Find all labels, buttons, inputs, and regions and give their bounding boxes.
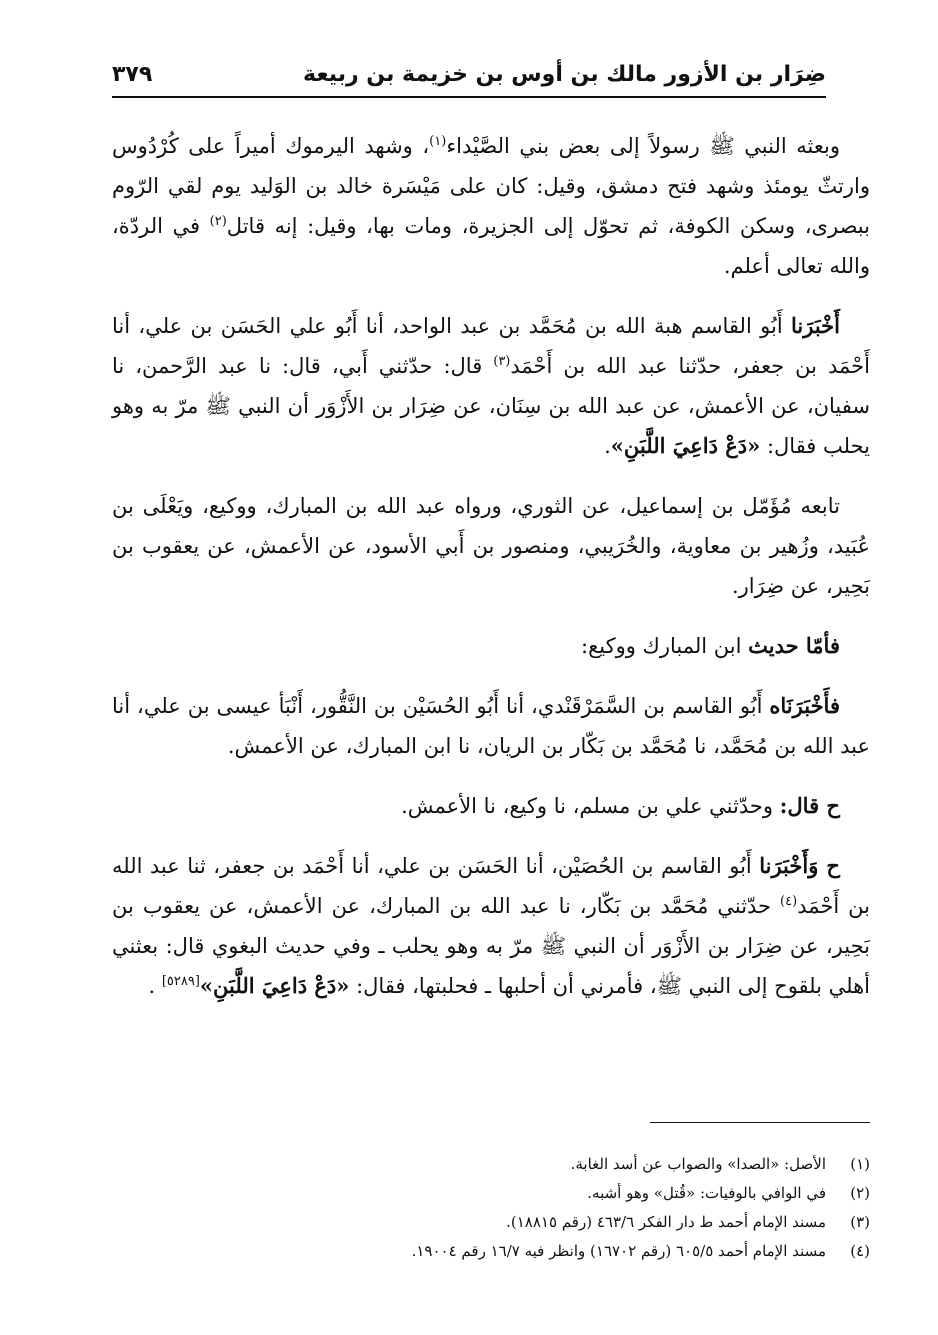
isnad-lead: أَخْبَرَنا xyxy=(791,313,840,338)
paragraph-text: في الردّة، والله تعالى أعلم. xyxy=(112,214,870,278)
paragraph-text: أَبُو القاسم بن الحُصَيْن، أنا الحَسَن بن علي، أنا أَحْمَد بن جعفر، ثنا عبد الله بن أَحْمَد xyxy=(112,854,870,918)
footnote-separator xyxy=(650,1122,870,1123)
paragraph-3 xyxy=(112,486,870,606)
footnote-1 xyxy=(112,1150,870,1179)
paragraph-5 xyxy=(112,686,870,766)
isnad-lead: فأمّا حديث xyxy=(748,633,840,658)
footnote-number: (١) xyxy=(850,1155,870,1173)
footnote-number: (٣) xyxy=(850,1213,870,1231)
footnote-text: مسند الإمام أحمد ط دار الفكر ٤٦٣/٦ (رقم ١٨٨١٥). xyxy=(506,1213,826,1231)
footnote-marker[interactable]: (٤) xyxy=(780,894,798,909)
paragraph-text: ابن المبارك ووكيع: xyxy=(581,634,749,658)
main-text xyxy=(112,126,870,1026)
page-number: ٣٧٩ xyxy=(112,62,153,87)
paragraph-1 xyxy=(112,126,870,286)
running-title: ضِرَار بن الأزور مالك بن أوس بن خزيمة بن ربيعة xyxy=(302,62,826,87)
hadith-quote: «دَعْ دَاعِيَ اللَّبَنِ» xyxy=(199,973,350,998)
footnote-text: في الوافي بالوفيات: «قُتل» وهو أشبه. xyxy=(587,1184,826,1202)
paragraph-text: حدّثني مُحَمَّد بن بَكّار، نا عبد الله بن المبارك، عن الأعمش، عن يعقوب بن بَحِير، عن ضِرَار بن الأَزْوَر أن النبي ﷺ مرّ به وهو يحلب ـ وفي حديث البغوي قال: بعثني أهلي بلقوح إلى النبي ﷺ، فأمرني أن أحلبها ـ فحلبتها، فقال: xyxy=(112,894,870,998)
isnad-lead: فأَخْبَرَنَاه xyxy=(769,693,840,718)
footnote-marker[interactable]: (٢) xyxy=(209,214,227,229)
footnote-marker[interactable]: (٣) xyxy=(493,354,511,369)
paragraph-text: قال: حدّثني أَبي، قال: نا عبد الرَّحمن، نا سفيان، عن الأعمش، عن عبد الله بن سِنَان، عن ضِرَار بن الأَزْوَر أن النبي ﷺ مرّ به وهو يحلب فقال: xyxy=(112,354,870,458)
hadith-quote: «دَعْ دَاعِيَ اللَّبَنِ» xyxy=(610,433,761,458)
hadith-number: [٥٢٨٩] xyxy=(161,974,200,989)
isnad-lead: ح قال: xyxy=(779,793,840,818)
paragraph-2 xyxy=(112,306,870,466)
paragraph-4 xyxy=(112,626,870,666)
footnote-4 xyxy=(112,1237,870,1266)
paragraph-text: . xyxy=(604,434,611,458)
paragraph-6 xyxy=(112,786,870,826)
paragraph-text: وحدّثني علي بن مسلم، نا وكيع، نا الأعمش. xyxy=(401,794,780,818)
footnotes xyxy=(112,1150,870,1266)
paragraph-7 xyxy=(112,846,870,1006)
footnote-number: (٢) xyxy=(850,1184,870,1202)
isnad-lead: ح وَأَخْبَرَنا xyxy=(759,853,840,878)
paragraph-text: أَبُو القاسم هبة الله بن مُحَمَّد بن عبد الواحد، أنا أَبُو علي الحَسَن بن علي، أنا أَحْمَد بن جعفر، حدّثنا عبد الله بن أَحْمَد xyxy=(112,314,870,378)
footnote-marker[interactable]: (١) xyxy=(429,134,447,149)
footnote-number: (٤) xyxy=(850,1242,870,1260)
header-rule xyxy=(112,96,826,98)
paragraph-text: وبعثه النبي ﷺ رسولاً إلى بعض بني الصَّيْداء xyxy=(446,134,840,158)
paragraph-text: ، وشهد اليرموك أميراً على كُرْدُوس وارتثّ يومئذ وشهد فتح دمشق، وقيل: كان على مَيْسَرة خالد بن الوَليد يوم لقي الرّوم ببصرى، وسكن الكوفة، ثم تحوّل إلى الجزيرة، ومات بها، وقيل: إنه قاتل xyxy=(112,134,870,238)
footnote-text: الأصل: «الصدا» والصواب عن أسد الغابة. xyxy=(570,1155,826,1173)
footnote-text: مسند الإمام أحمد ٦٠٥/٥ (رقم ١٦٧٠٢) وانظر فيه ١٦/٧ رقم ١٩٠٠٤. xyxy=(411,1242,826,1260)
footnote-3 xyxy=(112,1208,870,1237)
running-header xyxy=(112,58,826,98)
paragraph-text: . xyxy=(148,974,162,998)
paragraph-text: تابعه مُؤَمّل بن إسماعيل، عن الثوري، ورواه عبد الله بن المبارك، ووكيع، ويَعْلَى بن عُبَيد، وزُهير بن معاوية، والخُرَيبي، ومنصور بن أَبي الأسود، عن الأعمش، عن يعقوب بن بَحِير، عن ضِرَار. xyxy=(112,494,870,598)
paragraph-text: أَبُو القاسم بن السَّمَرْقَنْدي، أنا أَبُو الحُسَيْن بن النَّقُّور، أَنْبَأ عيسى بن علي، أنا عبد الله بن مُحَمَّد، نا مُحَمَّد بن بَكّار بن الريان، نا ابن المبارك، عن الأعمش. xyxy=(112,694,870,758)
footnote-2 xyxy=(112,1179,870,1208)
